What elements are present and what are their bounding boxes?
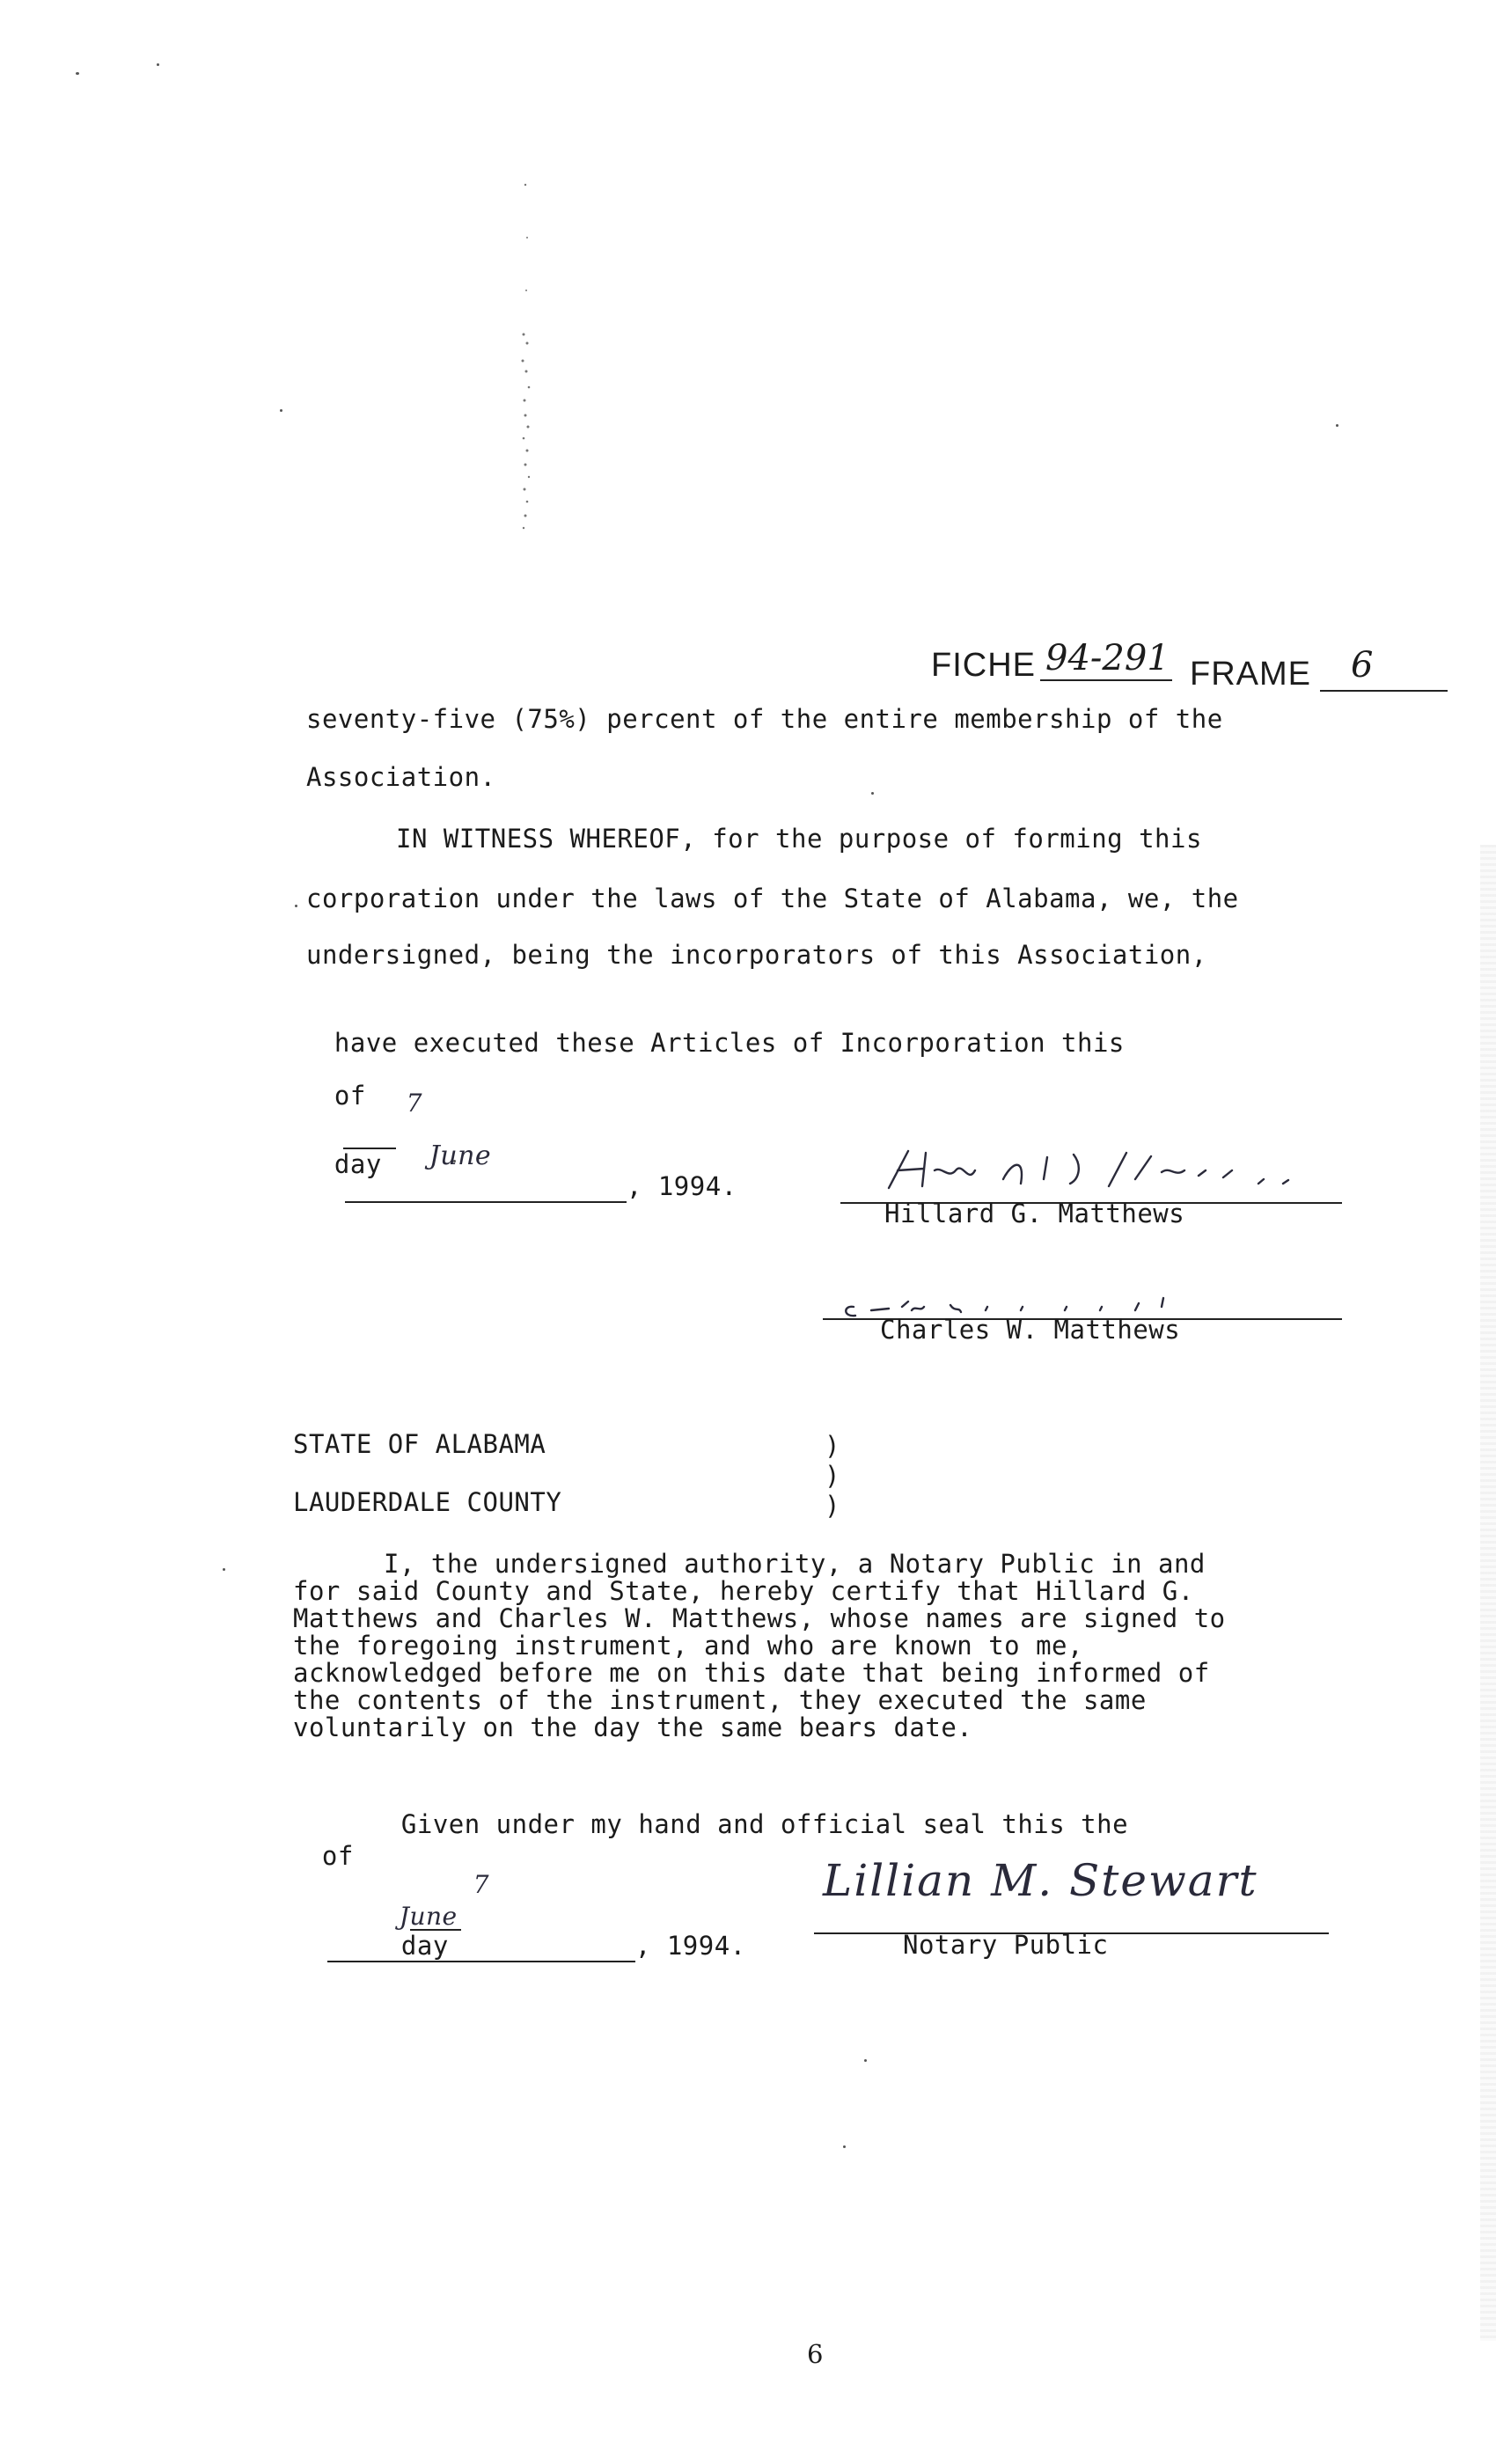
notary-year: , 1994. (634, 1931, 746, 1961)
notary-of-word: of (321, 1841, 354, 1871)
notary-of-line (290, 1811, 746, 1962)
witness-line-5 (303, 1051, 737, 1203)
venue-paren-3: ) (825, 1491, 840, 1521)
body-line-2: Association. (306, 762, 496, 792)
witness-line-1: IN WITNESS WHEREOF, for the purpose of forming this (396, 824, 1202, 854)
venue-paren-1: ) (825, 1431, 840, 1461)
frame-number-underline (1320, 690, 1448, 692)
notary-line-7: voluntarily on the day the same bears date. (293, 1712, 973, 1742)
witness-month-blank (345, 1111, 627, 1203)
witness-month-value: June (429, 1140, 492, 1171)
witness-line-4-text: have executed these Articles of Incorporation this (334, 1028, 1125, 1058)
scan-speck (295, 905, 297, 907)
notary-line-6: the contents of the instrument, they executed the same (293, 1685, 1147, 1715)
venue-paren-2: ) (825, 1461, 840, 1491)
witness-year: , 1994. (626, 1171, 737, 1201)
notary-line-3: Matthews and Charles W. Matthews, whose names are signed to (293, 1603, 1226, 1633)
venue-county: LAUDERDALE COUNTY (293, 1487, 562, 1517)
witness-day-value: 7 (406, 1089, 423, 1118)
scan-speck (157, 63, 159, 66)
page-number: 6 (807, 2339, 824, 2369)
frame-number: 6 (1351, 645, 1374, 686)
witness-of-word: of (334, 1081, 366, 1111)
scan-speck (280, 409, 282, 412)
notary-given-text: Given under my hand and official seal this the (400, 1809, 1129, 1839)
fiche-number: 94-291 (1045, 638, 1170, 678)
signer-2-name: Charles W. Matthews (880, 1315, 1181, 1345)
notary-month-blank (327, 1871, 635, 1962)
notary-title: Notary Public (903, 1930, 1109, 1960)
frame-label: FRAME (1190, 656, 1311, 693)
witness-line-2: corporation under the laws of the State of Alabama, we, the (306, 884, 1239, 913)
notary-day-word: day (400, 1931, 449, 1961)
scan-speck (843, 2145, 846, 2148)
scan-edge-strip (1480, 845, 1496, 2341)
notary-month-value: June (399, 1902, 458, 1931)
fiche-label: FICHE (931, 647, 1036, 684)
signature-hillard-g-matthews (871, 1144, 1346, 1197)
notary-day-value: 7 (473, 1870, 490, 1899)
notary-line-4: the foregoing instrument, and who are known to me, (293, 1631, 1083, 1661)
scan-speck (1336, 424, 1338, 427)
scan-speck (223, 1568, 225, 1571)
scan-speck (864, 2059, 867, 2062)
body-line-1: seventy-five (75%) percent of the entire membership of the (306, 704, 1223, 734)
signer-1-name: Hillard G. Matthews (884, 1199, 1185, 1228)
notary-signature: Lillian M. Stewart (823, 1855, 1258, 1906)
notary-line-5: acknowledged before me on this date that being informed of (293, 1658, 1210, 1688)
scan-speck (76, 72, 79, 75)
venue-state: STATE OF ALABAMA (293, 1429, 546, 1459)
notary-line-2: for said County and State, hereby certify that Hillard G. (293, 1576, 1194, 1606)
witness-line-3: undersigned, being the incorporators of this Association, (306, 940, 1207, 970)
notary-line-1: I, the undersigned authority, a Notary Public in and (384, 1549, 1206, 1579)
punch-hole-marks (515, 176, 541, 554)
scan-speck (871, 792, 874, 795)
witness-day-word: day (334, 1149, 382, 1179)
fiche-number-underline (1040, 679, 1172, 681)
